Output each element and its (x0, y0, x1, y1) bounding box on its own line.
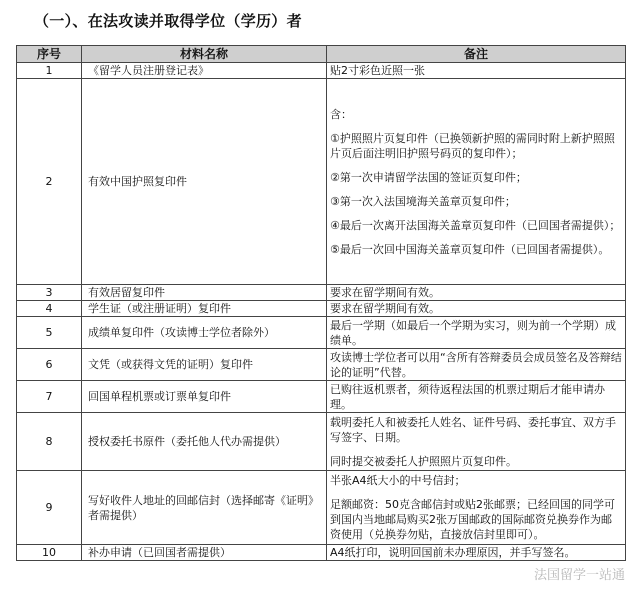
row-number: 4 (17, 301, 82, 317)
note-text: 载明委托人和被委托人姓名、证件号码、委托事宜、双方手写签字、日期。 (330, 415, 616, 444)
row-notes (327, 381, 626, 413)
table-row (17, 545, 626, 561)
note-text: A4纸打印，说明回国前未办理原因，并手写签名。 (330, 546, 576, 559)
row-notes (327, 471, 626, 545)
row-number: 6 (17, 349, 82, 381)
row-material-name: 写好收件人地址的回邮信封（选择邮寄《证明》者需提供） (82, 471, 327, 545)
row-number: 1 (17, 63, 82, 79)
note-text: 含： (330, 107, 352, 121)
table-row (17, 381, 626, 413)
note-text: 要求在留学期间有效。 (330, 302, 440, 315)
table-row (17, 63, 626, 79)
note-text: 半张A4纸大小的中号信封； (330, 474, 466, 487)
row-number: 5 (17, 317, 82, 349)
row-notes (327, 317, 626, 349)
note-text: 最后一学期（如最后一个学期为实习，则为前一个学期）成绩单。 (330, 318, 616, 347)
note-text: 同时提交被委托人护照照片页复印件。 (330, 454, 517, 468)
row-number: 3 (17, 285, 82, 301)
row-material-name: 有效居留复印件 (82, 285, 327, 301)
note-text: 已购往返机票者，须待返程法国的机票过期后才能申请办理。 (330, 382, 605, 411)
row-number: 9 (17, 471, 82, 545)
note-text: ②第一次申请留学法国的签证页复印件； (330, 170, 527, 184)
row-notes (327, 301, 626, 317)
row-notes (327, 285, 626, 301)
row-material-name: 补办申请（已回国者需提供） (82, 545, 327, 561)
row-number: 7 (17, 381, 82, 413)
row-notes (327, 79, 626, 285)
row-number: 10 (17, 545, 82, 561)
note-text: ③第一次入法国境海关盖章页复印件； (330, 194, 516, 208)
header-notes: 备注 (327, 46, 626, 63)
table-row (17, 413, 626, 471)
header-material-name: 材料名称 (82, 46, 327, 63)
row-material-name: 《留学人员注册登记表》 (82, 63, 327, 79)
note-text: 足额邮资：50克含邮信封或贴2张邮票；已经回国的同学可到国内当地邮局购买2张万国邮政的国际邮资兑换券作为邮资使用（兑换券勿贴，直接放信封里即可）。 (330, 498, 615, 541)
note-text: ①护照照片页复印件（已换领新护照的需同时附上新护照照片页后面注明旧护照号码页的复印件）； (330, 131, 615, 160)
note-text: 要求在留学期间有效。 (330, 286, 440, 299)
row-material-name: 成绩单复印件（攻读博士学位者除外） (82, 317, 327, 349)
row-material-name: 有效中国护照复印件 (82, 79, 327, 285)
table-row (17, 285, 626, 301)
table-row (17, 349, 626, 381)
table-row (17, 471, 626, 545)
row-material-name: 回国单程机票或订票单复印件 (82, 381, 327, 413)
row-material-name: 文凭（或获得文凭的证明）复印件 (82, 349, 327, 381)
note-text: ⑤最后一次回中国海关盖章页复印件（已回国者需提供）。 (330, 242, 610, 256)
row-notes (327, 349, 626, 381)
table-row (17, 317, 626, 349)
row-material-name: 学生证（或注册证明）复印件 (82, 301, 327, 317)
row-notes (327, 413, 626, 471)
row-notes (327, 545, 626, 561)
row-number: 8 (17, 413, 82, 471)
note-text: 贴2寸彩色近照一张 (330, 64, 425, 77)
row-number: 2 (17, 79, 82, 285)
note-text: 攻读博士学位者可以用“含所有答辩委员会成员签名及答辩结论的证明”代替。 (330, 350, 622, 379)
section-heading: （一）、在法攻读并取得学位（学历）者 (34, 12, 302, 30)
watermark-text: 法国留学一站通 (533, 568, 625, 583)
header-number: 序号 (17, 46, 82, 63)
table-header-row (17, 46, 626, 63)
table-row (17, 301, 626, 317)
note-text: ④最后一次离开法国海关盖章页复印件（已回国者需提供）； (330, 218, 621, 232)
table-row (17, 79, 626, 285)
row-material-name: 授权委托书原件（委托他人代办需提供） (82, 413, 327, 471)
row-notes (327, 63, 626, 79)
materials-table (16, 45, 626, 561)
